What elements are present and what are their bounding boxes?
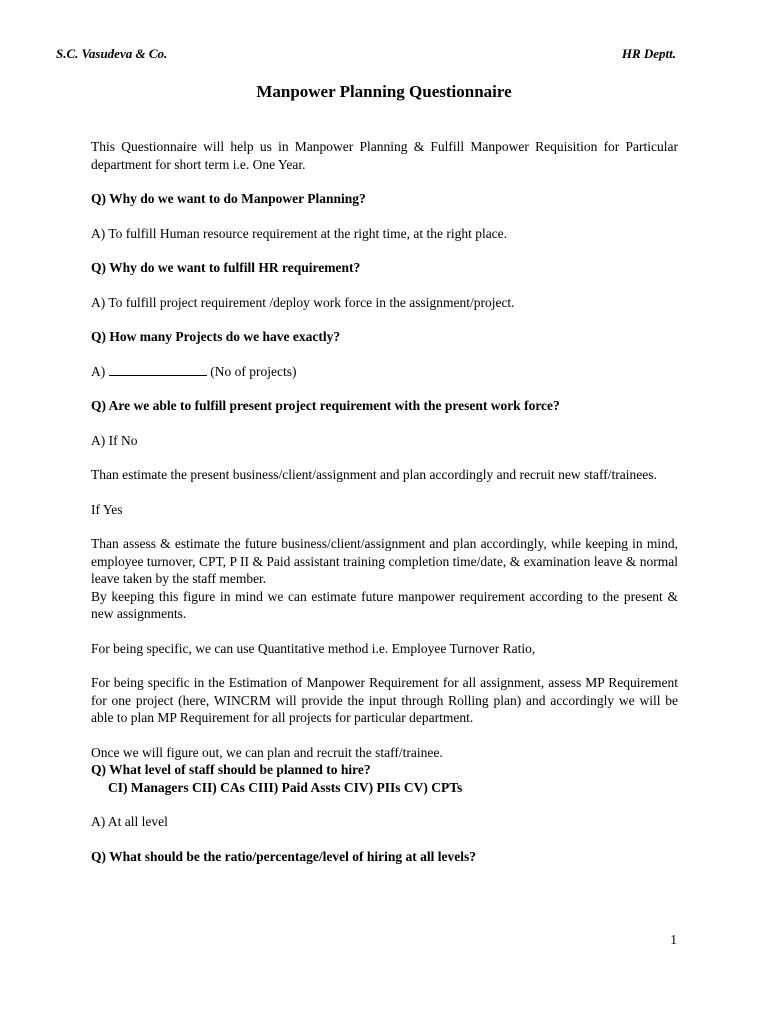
- document-body: [91, 138, 678, 882]
- question-5: Q) What level of staff should be planned to hire?: [91, 762, 371, 777]
- if-yes-paragraph-1: Than assess & estimate the future business/client/assignment and plan accordingly, while keeping in mind, employee turnover, CPT, P II & Paid assistant training completion time/date, & examination leave & normal leave taken by the staff member.: [91, 536, 678, 586]
- answer-4: A) If No: [91, 432, 138, 448]
- question-4: Q) Are we able to fulfill present project requirement with the present work force?: [91, 398, 560, 413]
- answer-5: A) At all level: [91, 814, 168, 829]
- specific-paragraph-2: For being specific in the Estimation of Manpower Requirement for all assignment, assess MP Requirement for one project (here, WINCRM will provide the input through Rolling plan) and accordingly we will be able to plan MP Requirement for all projects for particular department.: [91, 675, 678, 725]
- document-title: Manpower Planning Questionnaire: [256, 82, 512, 101]
- company-header: S.C. Vasudeva & Co.: [56, 46, 168, 61]
- if-yes-paragraph-2: By keeping this figure in mind we can estimate future manpower requirement according to the present & new assignments.: [91, 588, 678, 621]
- answer-blank-line: [109, 363, 207, 376]
- if-no-paragraph: Than estimate the present business/client/assignment and plan accordingly and recruit new staff/trainees.: [91, 467, 657, 482]
- question-3: Q) How many Projects do we have exactly?: [91, 329, 341, 344]
- if-yes-label: If Yes: [91, 501, 123, 517]
- once-paragraph: Once we will figure out, we can plan and recruit the staff/trainee.: [91, 744, 443, 760]
- answer-2: A) To fulfill project requirement /deploy work force in the assignment/project.: [91, 294, 515, 310]
- question-2: Q) Why do we want to fulfill HR requirement?: [91, 260, 361, 275]
- staff-levels-list: CI) Managers CII) CAs CIII) Paid Assts CIV) PIIs CV) CPTs: [108, 779, 463, 795]
- answer-3-prefix: A): [91, 363, 106, 379]
- question-1: Q) Why do we want to do Manpower Planning?: [91, 191, 366, 206]
- answer-3: [91, 363, 678, 381]
- intro-paragraph: This Questionnaire will help us in Manpower Planning & Fulfill Manpower Requisition for Particular department for short term i.e. One Year.: [91, 139, 678, 172]
- answer-3-suffix: (No of projects): [210, 363, 297, 379]
- department-header: HR Deptt.: [621, 46, 676, 61]
- specific-paragraph-1: For being specific, we can use Quantitative method i.e. Employee Turnover Ratio,: [91, 640, 536, 656]
- answer-1: A) To fulfill Human resource requirement at the right time, at the right place.: [91, 225, 508, 241]
- question-6: Q) What should be the ratio/percentage/level of hiring at all levels?: [91, 848, 476, 864]
- page-number: 1: [670, 932, 677, 947]
